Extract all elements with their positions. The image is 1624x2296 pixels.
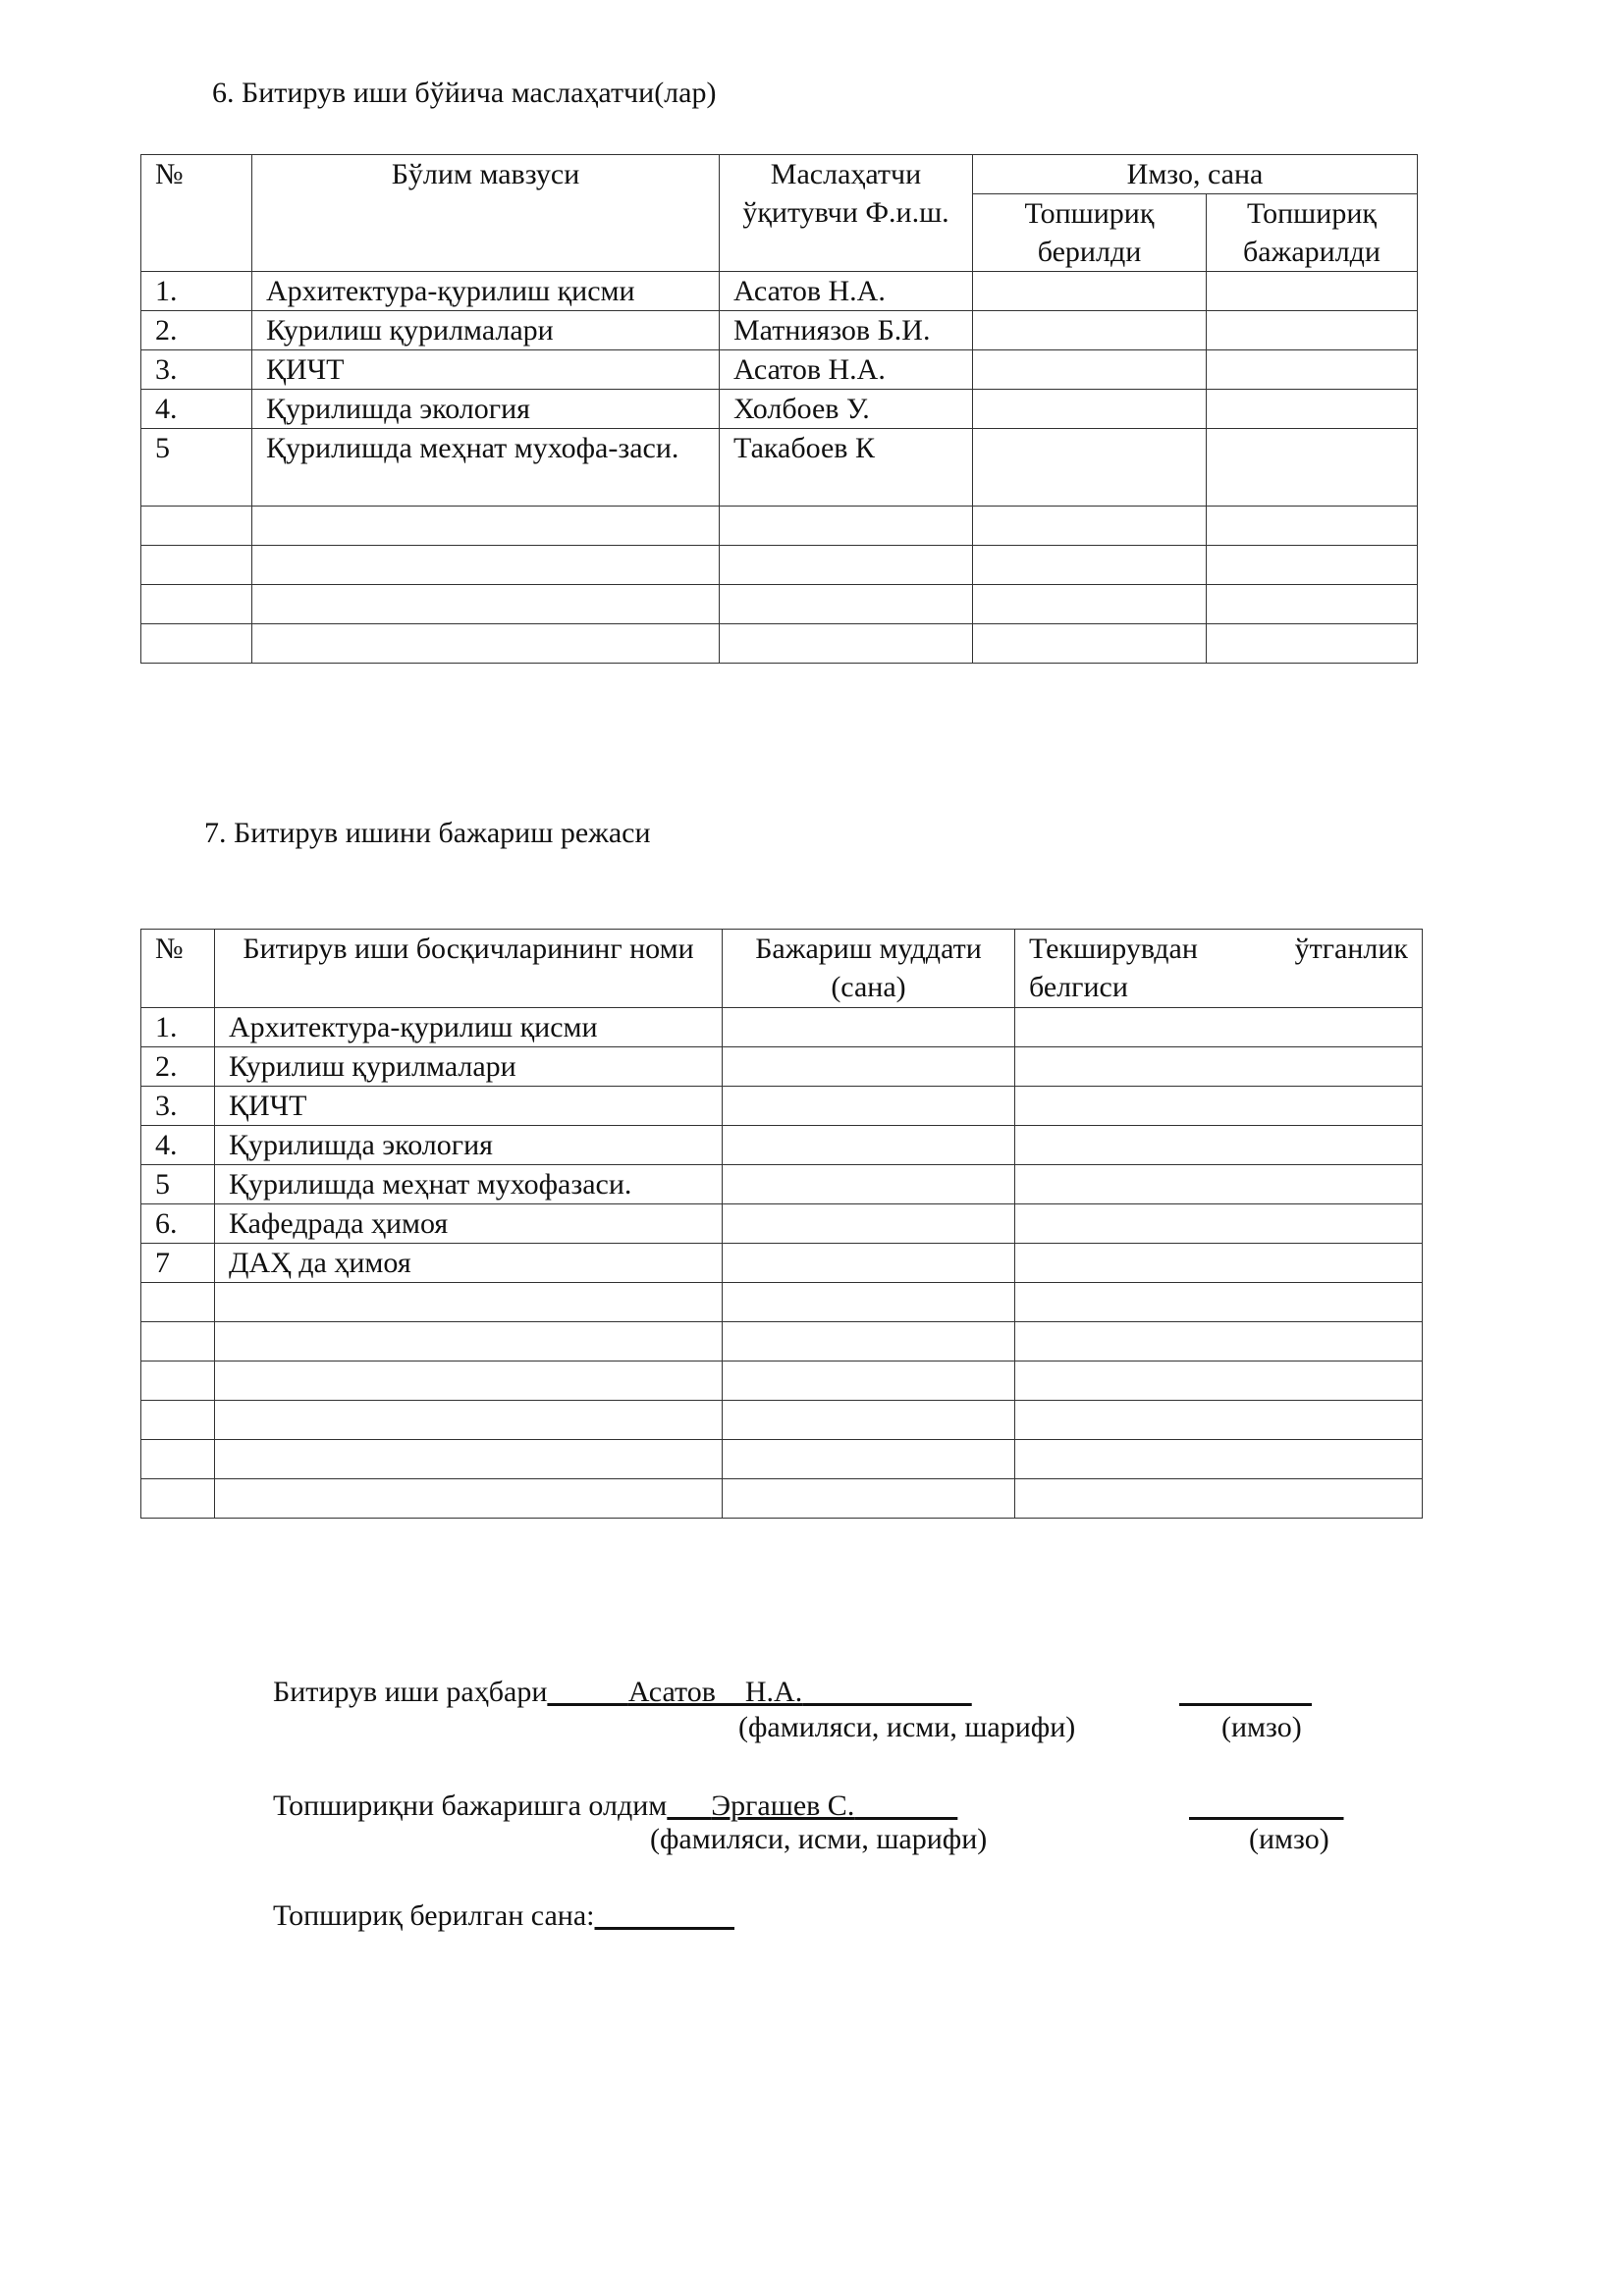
empty-table-row [141,585,1418,624]
empty-table-row [141,1362,1423,1401]
row-topic: Курилиш қурилмалари [252,311,720,350]
row-number: 3. [141,1087,215,1126]
col-header-task-done: Топшириқ бажарилди [1207,194,1418,272]
empty-table-row [141,1322,1423,1362]
consultants-table [140,154,1418,664]
empty-table-row [141,507,1418,546]
row-deadline-cell [723,1244,1015,1283]
student-line [273,1789,957,1823]
supervisor-name-field [547,1676,971,1708]
row-consultant: Матниязов Б.И. [720,311,973,350]
row-number: 4. [141,1126,215,1165]
row-stage: ҚИЧТ [215,1087,723,1126]
row-number: 1. [141,272,252,311]
row-given-cell [973,429,1207,507]
row-deadline-cell [723,1204,1015,1244]
table-row [141,350,1418,390]
row-deadline-cell [723,1087,1015,1126]
supervisor-label: Битирув иши раҳбари [273,1676,548,1708]
row-number: 3. [141,350,252,390]
row-topic: Қурилишда экология [252,390,720,429]
empty-table-row [141,624,1418,664]
row-consultant: Асатов Н.А. [720,272,973,311]
row-check-cell [1015,1126,1423,1165]
row-check-cell [1015,1244,1423,1283]
section-7-heading: 7. Битирув ишини бажариш режаси [204,817,651,849]
row-stage: ДАҲ да ҳимоя [215,1244,723,1283]
table-row [141,1165,1423,1204]
student-label: Топшириқни бажаришга олдим [273,1789,668,1822]
row-number: 5 [141,1165,215,1204]
col-header-check-word-3: белгиси [1029,971,1128,1003]
table-row [141,429,1418,507]
table-row [141,1087,1423,1126]
col-header-check-word-1: Текширувдан [1029,933,1198,965]
row-number: 6. [141,1204,215,1244]
row-number: 1. [141,1008,215,1047]
date-label: Топшириқ берилган сана: [273,1899,595,1932]
col-header-number: № [141,930,215,1008]
supervisor-name: Асатов Н.А. [627,1676,803,1708]
row-done-cell [1207,350,1418,390]
row-done-cell [1207,429,1418,507]
row-done-cell [1207,311,1418,350]
col-header-number: № [141,155,252,272]
section-6-heading: 6. Битирув иши бўйича маслаҳатчи(лар) [212,77,717,109]
empty-table-row [141,1401,1423,1440]
col-header-task-given: Топшириқ берилди [973,194,1207,272]
student-signature-line [1189,1789,1344,1823]
row-number: 7 [141,1244,215,1283]
table-row [141,1126,1423,1165]
student-name-caption: (фамиляси, исми, шарифи) [650,1823,988,1855]
col-header-deadline: Бажариш муддати (сана) [723,930,1015,1008]
row-consultant: Асатов Н.А. [720,350,973,390]
row-given-cell [973,272,1207,311]
col-header-check-mark [1015,930,1423,1008]
supervisor-name-caption: (фамиляси, исми, шарифи) [738,1711,1076,1743]
col-header-stage: Битирув иши босқичларининг номи [215,930,723,1008]
row-check-cell [1015,1047,1423,1087]
row-stage: Архитектура-қурилиш қисми [215,1008,723,1047]
row-given-cell [973,311,1207,350]
row-number: 5 [141,429,252,507]
col-header-check-word-2: ўтганлик [1294,933,1408,965]
empty-table-row [141,546,1418,585]
date-field [595,1899,735,1932]
date-line [273,1899,734,1933]
empty-table-row [141,1479,1423,1519]
row-consultant: Холбоев У. [720,390,973,429]
table-row [141,311,1418,350]
row-stage: Курилиш қурилмалари [215,1047,723,1087]
table-row [141,272,1418,311]
table-row [141,390,1418,429]
table-row [141,1047,1423,1087]
row-topic: ҚИЧТ [252,350,720,390]
row-stage: Кафедрада ҳимоя [215,1204,723,1244]
row-check-cell [1015,1165,1423,1204]
row-number: 2. [141,1047,215,1087]
row-consultant: Такабоев К [720,429,973,507]
row-topic: Қурилишда меҳнат мухофа-заси. [252,429,720,507]
row-number: 2. [141,311,252,350]
supervisor-line [273,1676,972,1709]
table-row [141,1244,1423,1283]
row-given-cell [973,390,1207,429]
row-deadline-cell [723,1165,1015,1204]
row-check-cell [1015,1087,1423,1126]
student-signature-caption: (имзо) [1249,1823,1329,1855]
col-header-topic: Бўлим мавзуси [252,155,720,272]
row-deadline-cell [723,1008,1015,1047]
table-row [141,1008,1423,1047]
row-stage: Қурилишда экология [215,1126,723,1165]
row-number: 4. [141,390,252,429]
student-name: Эргашев С. [711,1789,855,1822]
supervisor-signature-line [1179,1676,1312,1709]
row-done-cell [1207,390,1418,429]
row-check-cell [1015,1008,1423,1047]
empty-table-row [141,1440,1423,1479]
row-deadline-cell [723,1047,1015,1087]
col-header-sign-date: Имзо, сана [973,155,1418,194]
row-deadline-cell [723,1126,1015,1165]
row-stage: Қурилишда меҳнат мухофазаси. [215,1165,723,1204]
empty-table-row [141,1283,1423,1322]
col-header-consultant: Маслаҳатчи ўқитувчи Ф.и.ш. [720,155,973,272]
row-check-cell [1015,1204,1423,1244]
row-given-cell [973,350,1207,390]
work-plan-table [140,929,1423,1519]
row-done-cell [1207,272,1418,311]
row-topic: Архитектура-қурилиш қисми [252,272,720,311]
student-name-field [667,1789,957,1822]
supervisor-signature-caption: (имзо) [1221,1711,1302,1743]
table-row [141,1204,1423,1244]
